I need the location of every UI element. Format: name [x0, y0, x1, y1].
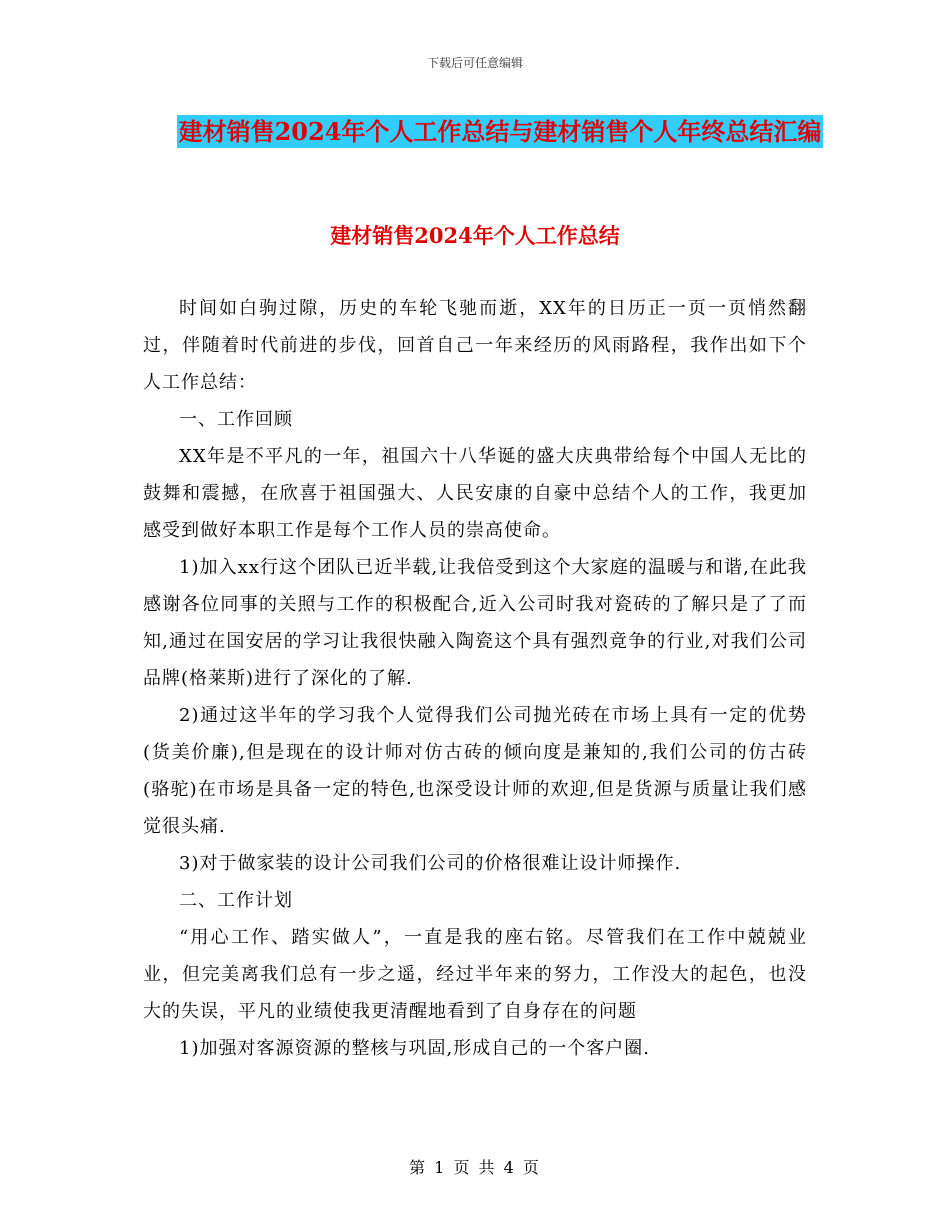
paragraph-intro: 时间如白驹过隙，历史的车轮飞驰而逝，XX年的日历正一页一页悄然翻过，伴随着时代前进的步伐，回首自己一年来经历的风雨路程，我作出如下个人工作总结： [143, 298, 807, 393]
page-number-footer: 第 1 页 共 4 页 [409, 1158, 541, 1177]
paragraph-item-1: 1)加入xx行这个团队已近半载,让我倍受到这个大家庭的温暖与和谐,在此我感谢各位同事的关照与工作的积极配合,近入公司时我对瓷砖的了解只是了了而知,通过在国安居的学习让我很快融入陶瓷这个具有强烈竟争的行业,对我们公司品牌(格莱斯)进行了深化的了解. [143, 557, 807, 689]
heading-work-review: 一、工作回顾 [179, 409, 293, 430]
paragraph-item-3: 3)对于做家装的设计公司我们公司的价格很难让设计师操作. [179, 853, 682, 874]
paragraph-item-2: 2)通过这半年的学习我个人觉得我们公司抛光砖在市场上具有一定的优势(货美价廉),但是现在的设计师对仿古砖的倾向度是兼知的,我们公司的仿古砖(骆驼)在市场是具备一定的特色,也深受设计师的欢迎,但是货源与质量让我们感觉很头痛. [143, 705, 807, 837]
paragraph-plan-item-1: 1)加强对客源资源的整核与巩固,形成自己的一个客户圈. [179, 1038, 650, 1059]
paragraph-review: XX年是不平凡的一年，祖国六十八华诞的盛大庆典带给每个中国人无比的鼓舞和震撼，在欣喜于祖国强大、人民安康的自豪中总结个人的工作，我更加感受到做好本职工作是每个工作人员的崇高使命。 [143, 446, 807, 541]
paragraph-motto: “用心工作、踏实做人”，一直是我的座右铭。尽管我们在工作中兢兢业业，但完美离我们总有一步之遥，经过半年来的努力，工作没大的起色，也没大的失误，平凡的业绩使我更清醒地看到了自身存在的问题 [143, 927, 807, 1022]
heading-work-plan: 二、工作计划 [179, 890, 293, 911]
section-title: 建材销售2024年个人工作总结 [330, 223, 620, 248]
document-title [150, 108, 850, 156]
header-note: 下载后可任意编辑 [426, 56, 523, 70]
document-body [143, 290, 807, 1067]
document-title-text: 建材销售2024年个人工作总结与建材销售个人年终总结汇编 [178, 117, 822, 146]
